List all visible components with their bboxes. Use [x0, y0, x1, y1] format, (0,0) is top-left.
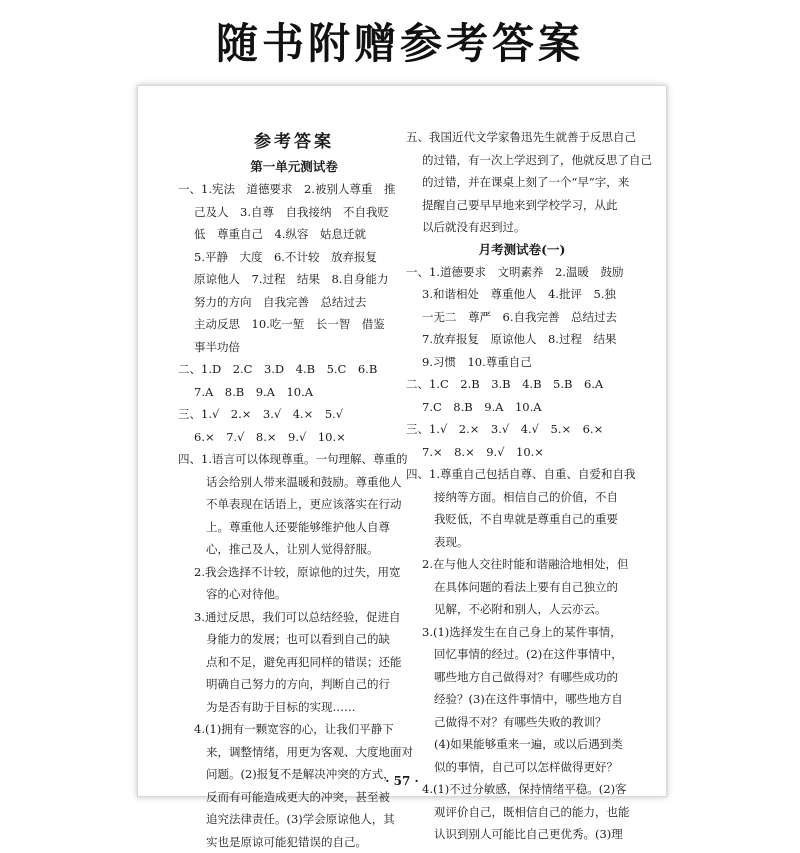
answer-line: 实也是原谅可能犯错误的自己。 — [178, 831, 410, 853]
answer-line: 2.在与他人交往时能和谐融洽地相处，但 — [406, 553, 638, 576]
answer-line: 追究法律责任。(3)学会原谅他人，其 — [178, 808, 410, 831]
answer-line: 事半功倍 — [178, 336, 410, 359]
answer-line: 经验？(3)在这件事情中，哪些地方自 — [406, 688, 638, 711]
answer-line: 原谅他人 7.过程 结果 8.自身能力 — [178, 268, 410, 291]
answer-line: 点和不足，避免再犯同样的错误；还能 — [178, 651, 410, 674]
answer-line: 见解，不必附和别人，人云亦云。 — [406, 598, 638, 621]
answer-line: 一、1.宪法 道德要求 2.被别人尊重 推 — [178, 178, 410, 201]
answer-line: 表现。 — [406, 531, 638, 554]
right-answer-lines — [406, 261, 638, 846]
answer-line: 为是否有助于目标的实现…… — [178, 696, 410, 719]
answer-line: 9.习惯 10.尊重自己 — [406, 351, 638, 374]
answer-line: 三、1.√ 2.× 3.√ 4.× 5.√ — [178, 403, 410, 426]
answer-page — [137, 85, 667, 797]
answer-line: 的过错，有一次上学迟到了，他就反思了自己 — [406, 149, 638, 172]
answer-line: 似的事情，自己可以怎样做得更好？ — [406, 756, 638, 779]
answer-line: 明确自己努力的方向，判断自己的行 — [178, 673, 410, 696]
answer-line: 主动反思 10.吃一堑 长一智 借鉴 — [178, 313, 410, 336]
answer-line: 哪些地方自己做得对？有哪些成功的 — [406, 666, 638, 689]
answer-line: 反而有可能造成更大的冲突，甚至被 — [178, 786, 410, 809]
answer-line: 容的心对待他。 — [178, 583, 410, 606]
answer-line: 五、我国近代文学家鲁迅先生就善于反思自己 — [406, 126, 638, 149]
answer-line: 二、1.C 2.B 3.B 4.B 5.B 6.A — [406, 373, 638, 396]
answer-line: 四、1.语言可以体现尊重。一句理解、尊重的 — [178, 448, 410, 471]
answer-line: 7.A 8.B 9.A 10.A — [178, 381, 410, 404]
banner-title: 随书附赠参考答案 — [216, 11, 584, 71]
answer-line: 7.× 8.× 9.√ 10.× — [406, 441, 638, 464]
answer-line: 上。尊重他人还要能够维护他人自尊 — [178, 516, 410, 539]
answer-line: 7.C 8.B 9.A 10.A — [406, 396, 638, 419]
answer-line: 的过错，并在课桌上刻了一个“早”字，来 — [406, 171, 638, 194]
answer-line: 7.放弃报复 原谅他人 8.过程 结果 — [406, 328, 638, 351]
answer-line: 提醒自己要早早地来到学校学习，从此 — [406, 194, 638, 217]
answer-line: 四、1.尊重自己包括自尊、自重、自爱和自我 — [406, 463, 638, 486]
answer-line: 观评价自己，既相信自己的能力，也能 — [406, 801, 638, 824]
answer-line: 问题。(2)报复不是解决冲突的方式， — [178, 763, 410, 786]
answer-line: 心，推己及人，让别人觉得舒服。 — [178, 538, 410, 561]
answer-line: (4)如果能够重来一遍，或以后遇到类 — [406, 733, 638, 756]
answer-line: 2.我会选择不计较，原谅他的过失，用宽 — [178, 561, 410, 584]
answer-line: 认识到别人可能比自己更优秀。(3)理 — [406, 823, 638, 846]
answer-line: 3.(1)选择发生在自己身上的某件事情， — [406, 621, 638, 644]
answer-line: 己做得不对？有哪些失败的教训？ — [406, 711, 638, 734]
answer-line: 3.和谐相处 尊重他人 4.批评 5.独 — [406, 283, 638, 306]
answer-line: 4.(1)不过分敏感，保持情绪平稳。(2)客 — [406, 778, 638, 801]
left-column — [178, 130, 410, 853]
right-top-lines — [406, 126, 638, 239]
answer-line: 3.通过反思，我们可以总结经验，促进自 — [178, 606, 410, 629]
answer-line: 己及人 3.自尊 自我接纳 不自我贬 — [178, 201, 410, 224]
answer-line: 二、1.D 2.C 3.D 4.B 5.C 6.B — [178, 358, 410, 381]
answer-line: 话会给别人带来温暖和鼓励。尊重他人 — [178, 471, 410, 494]
left-answer-lines — [178, 178, 410, 853]
answer-line: 不单表现在话语上，更应该落实在行动 — [178, 493, 410, 516]
answer-line: 我贬低，不自卑就是尊重自己的重要 — [406, 508, 638, 531]
answer-line: 回忆事情的经过。(2)在这件事情中， — [406, 643, 638, 666]
answer-line: 低 尊重自己 4.纵容 姑息迁就 — [178, 223, 410, 246]
page-number: · 57 · — [138, 774, 666, 788]
unit-test-heading: 第一单元测试卷 — [178, 156, 410, 178]
answer-line: 6.× 7.√ 8.× 9.√ 10.× — [178, 426, 410, 449]
answer-line: 以后就没有迟到过。 — [406, 216, 638, 239]
answer-title: 参考答案 — [178, 130, 410, 154]
monthly-test-heading: 月考测试卷(一) — [406, 239, 638, 261]
answer-line: 一、1.道德要求 文明素养 2.温暖 鼓励 — [406, 261, 638, 284]
answer-line: 努力的方向 自我完善 总结过去 — [178, 291, 410, 314]
answer-line: 4.(1)拥有一颗宽容的心，让我们平静下 — [178, 718, 410, 741]
answer-line: 三、1.√ 2.× 3.√ 4.√ 5.× 6.× — [406, 418, 638, 441]
answer-line: 一无二 尊严 6.自我完善 总结过去 — [406, 306, 638, 329]
answer-line: 身能力的发展；也可以看到自己的缺 — [178, 628, 410, 651]
right-column — [406, 126, 638, 846]
answer-line: 在具体问题的看法上要有自己独立的 — [406, 576, 638, 599]
answer-line: 5.平静 大度 6.不计较 放弃报复 — [178, 246, 410, 269]
answer-line: 来，调整情绪，用更为客观、大度地面对 — [178, 741, 410, 764]
banner — [0, 0, 800, 82]
answer-line: 接纳等方面。相信自己的价值，不自 — [406, 486, 638, 509]
